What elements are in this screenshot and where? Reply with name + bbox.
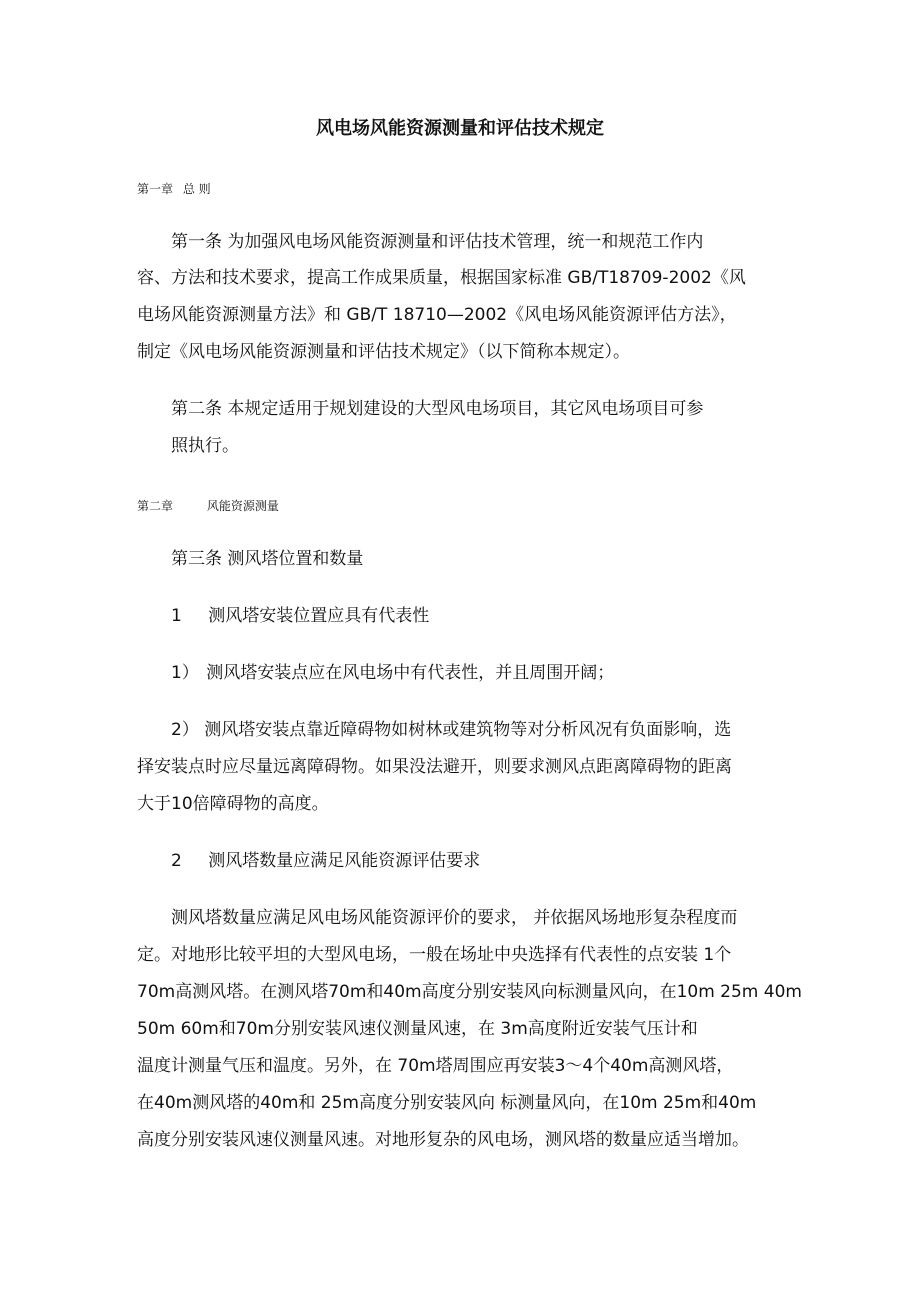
article-3-item-2 <box>171 850 480 872</box>
article-3-sub-1 <box>171 662 614 684</box>
paragraph-line: 50m 60m和70m分别安装风速仪测量风速，在 3m高度附近安装气压计和 <box>137 1019 698 1039</box>
paragraph-line: 高度分别安装风速仪测量风速。对地形复杂的风电场，测风塔的数量应适当增加。 <box>137 1130 749 1150</box>
sub-1-text: 测风塔安装点应在风电场中有代表性，并且周围开阔； <box>206 663 615 683</box>
paragraph-line: 在40m测风塔的40m和 25m高度分别安装风向 标测量风向，在10m 25m和40m <box>137 1093 757 1113</box>
article-1-line: 第一条 为加强风电场风能资源测量和评估技术管理，统一和规范工作内 <box>171 232 704 252</box>
paragraph-line: 测风塔数量应满足风电场风能资源评价的要求， 并依据风场地形复杂程度而 <box>171 908 738 928</box>
item-2-text: 测风塔数量应满足风能资源评估要求 <box>208 851 481 871</box>
item-1-text: 测风塔安装位置应具有代表性 <box>208 606 430 626</box>
paragraph-line: 温度计测量气压和温度。另外，在 70m塔周围应再安装3～4个40m高测风塔， <box>137 1056 734 1076</box>
chapter-1-heading <box>137 181 211 197</box>
article-3-heading: 第三条 测风塔位置和数量 <box>171 549 364 569</box>
article-3-item-1 <box>171 605 429 627</box>
chapter-1-label: 第一章 <box>137 182 174 196</box>
article-2-line: 第二条 本规定适用于规划建设的大型风电场项目，其它风电场项目可参 <box>171 399 704 419</box>
article-1-line: 电场风能资源测量方法》和 GB/T 18710—2002《风电场风能资源评估方法》， <box>137 305 737 325</box>
chapter-2-label: 第二章 <box>137 499 174 513</box>
sub-2-line: 大于10倍障碍物的高度。 <box>137 794 329 814</box>
item-2-number: 2 <box>171 851 182 871</box>
sub-2-line: 择安装点时应尽量远离障碍物。如果没法避开，则要求测风点距离障碍物的距离 <box>137 757 732 777</box>
chapter-2-name: 风能资源测量 <box>206 499 279 513</box>
article-1-line: 容、方法和技术要求，提高工作成果质量，根据国家标准 GB/T18709-2002《风 <box>137 268 746 288</box>
article-2-line: 照执行。 <box>171 436 239 456</box>
chapter-2-heading <box>137 498 279 514</box>
sub-1-number: 1） <box>171 663 199 683</box>
paragraph-line: 70m高测风塔。在测风塔70m和40m高度分别安装风向标测量风向，在10m 25m 40m <box>137 982 802 1002</box>
chapter-1-name: 总 则 <box>182 182 211 196</box>
article-1-line: 制定《风电场风能资源测量和评估技术规定》（以下简称本规定）。 <box>137 342 630 362</box>
sub-2-line: 2） 测风塔安装点靠近障碍物如树林或建筑物等对分析风况有负面影响，选 <box>171 720 732 740</box>
item-1-number: 1 <box>171 606 182 626</box>
paragraph-line: 定。对地形比较平坦的大型风电场，一般在场址中央选择有代表性的点安装 1个 <box>137 945 732 965</box>
document-title: 风电场风能资源测量和评估技术规定 <box>316 118 604 139</box>
